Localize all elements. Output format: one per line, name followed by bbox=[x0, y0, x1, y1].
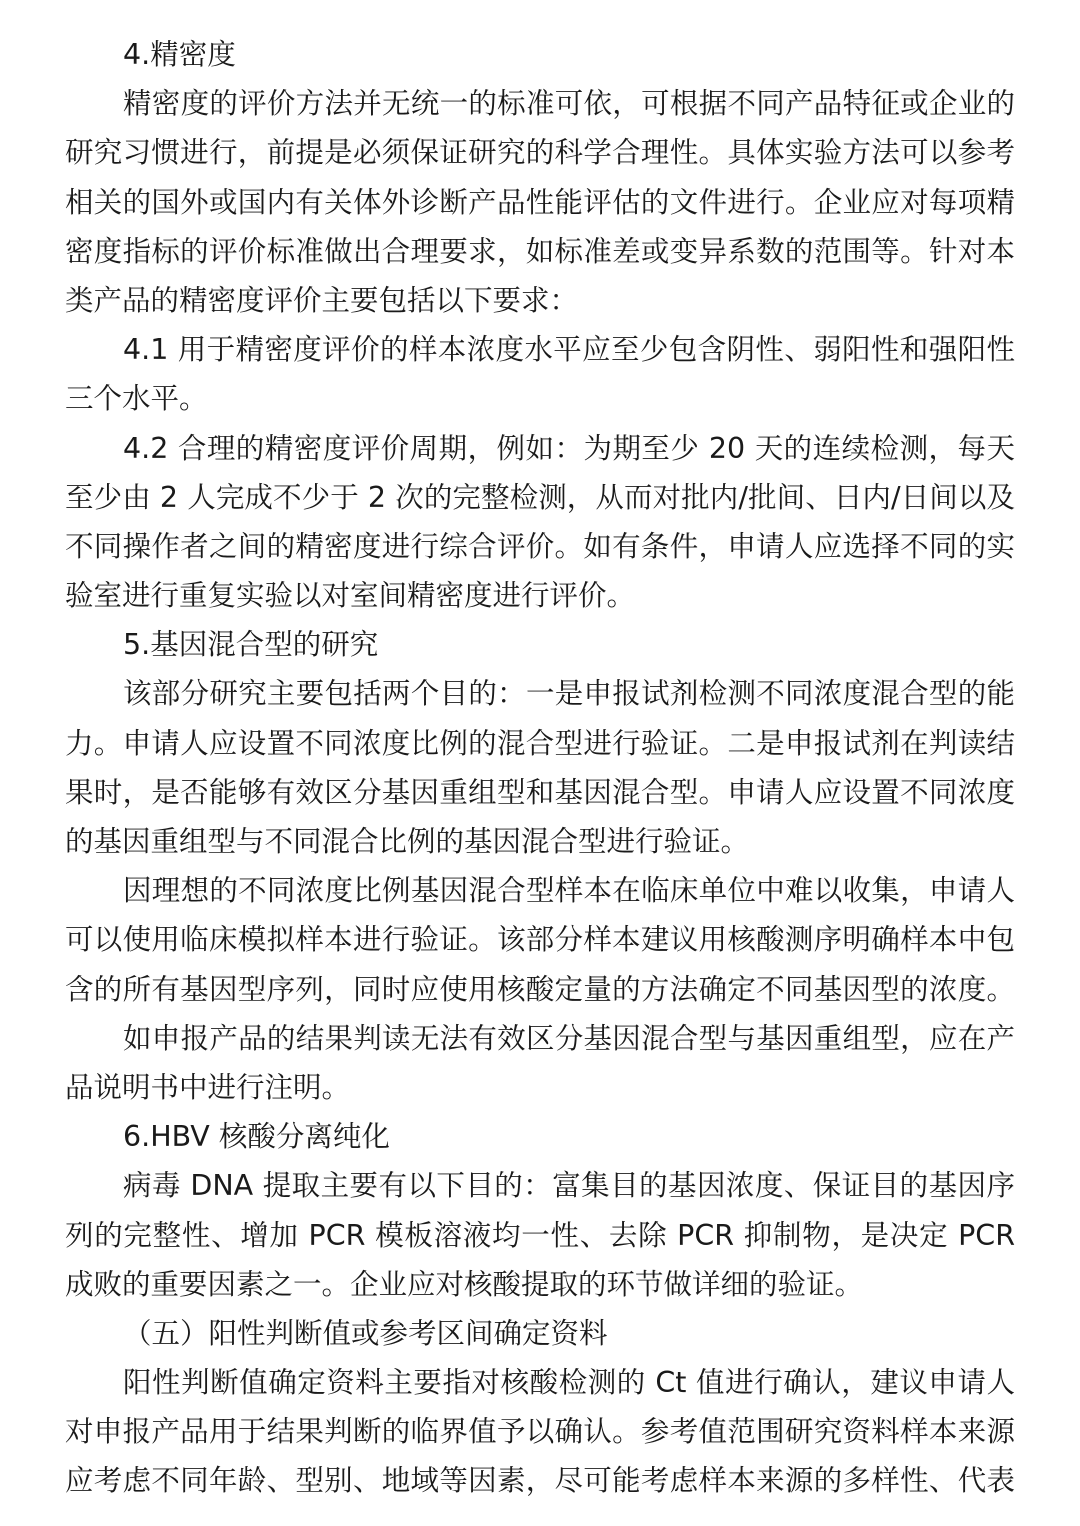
paragraph-line: 应考虑不同年龄、型别、地域等因素，尽可能考虑样本来源的多样性、代表 bbox=[65, 1464, 1015, 1498]
section-heading-positive-cutoff: （五）阳性判断值或参考区间确定资料 bbox=[123, 1316, 608, 1350]
section-heading-hbv-extraction: 6.HBV 核酸分离纯化 bbox=[123, 1120, 390, 1154]
paragraph-line: 可以使用临床模拟样本进行验证。该部分样本建议用核酸测序明确样本中包 bbox=[65, 923, 1015, 957]
paragraph-line: 如申报产品的结果判读无法有效区分基因混合型与基因重组型，应在产 bbox=[123, 1021, 1015, 1055]
paragraph-line: 力。申请人应设置不同浓度比例的混合型进行验证。二是申报试剂在判读结 bbox=[65, 726, 1015, 760]
paragraph-line: 三个水平。 bbox=[65, 382, 208, 416]
section-heading-precision: 4.精密度 bbox=[123, 38, 236, 71]
paragraph-line: 至少由 2 人完成不少于 2 次的完整检测，从而对批内/批间、日内/日间以及 bbox=[65, 480, 1015, 514]
paragraph-line: 果时，是否能够有效区分基因重组型和基因混合型。申请人应设置不同浓度 bbox=[65, 775, 1015, 809]
paragraph-line: 成败的重要因素之一。企业应对核酸提取的环节做详细的验证。 bbox=[65, 1267, 864, 1301]
paragraph-line: 病毒 DNA 提取主要有以下目的：富集目的基因浓度、保证目的基因序 bbox=[123, 1169, 1015, 1203]
section-heading-genotype-mix: 5.基因混合型的研究 bbox=[123, 628, 379, 662]
paragraph-line: 对申报产品用于结果判断的临界值予以确认。参考值范围研究资料样本来源 bbox=[65, 1415, 1015, 1449]
paragraph-line: 因理想的不同浓度比例基因混合型样本在临床单位中难以收集，申请人 bbox=[123, 874, 1015, 908]
paragraph-line: 不同操作者之间的精密度进行综合评价。如有条件，申请人应选择不同的实 bbox=[65, 529, 1015, 563]
paragraph-line: 该部分研究主要包括两个目的：一是申报试剂检测不同浓度混合型的能 bbox=[123, 677, 1015, 711]
paragraph-line: 阳性判断值确定资料主要指对核酸检测的 Ct 值进行确认，建议申请人 bbox=[123, 1366, 1015, 1400]
paragraph-line: 品说明书中进行注明。 bbox=[65, 1070, 351, 1104]
paragraph-line: 类产品的精密度评价主要包括以下要求： bbox=[65, 283, 579, 317]
paragraph-line: 的基因重组型与不同混合比例的基因混合型进行验证。 bbox=[65, 825, 750, 858]
document-body bbox=[65, 30, 1015, 1506]
paragraph-line: 研究习惯进行，前提是必须保证研究的科学合理性。具体实验方法可以参考 bbox=[65, 136, 1015, 170]
paragraph-line: 列的完整性、增加 PCR 模板溶液均一性、去除 PCR 抑制物，是决定 PCR bbox=[65, 1218, 1015, 1252]
paragraph-line: 含的所有基因型序列，同时应使用核酸定量的方法确定不同基因型的浓度。 bbox=[65, 972, 1015, 1006]
paragraph-line: 密度指标的评价标准做出合理要求，如标准差或变异系数的范围等。针对本 bbox=[65, 234, 1015, 268]
paragraph-line: 4.1 用于精密度评价的样本浓度水平应至少包含阴性、弱阳性和强阳性 bbox=[123, 333, 1015, 367]
paragraph-line: 验室进行重复实验以对室间精密度进行评价。 bbox=[65, 579, 636, 613]
paragraph-line: 相关的国外或国内有关体外诊断产品性能评估的文件进行。企业应对每项精 bbox=[65, 185, 1015, 219]
paragraph-line: 4.2 合理的精密度评价周期，例如：为期至少 20 天的连续检测，每天 bbox=[123, 431, 1015, 465]
paragraph-line: 精密度的评价方法并无统一的标准可依，可根据不同产品特征或企业的 bbox=[123, 87, 1015, 121]
